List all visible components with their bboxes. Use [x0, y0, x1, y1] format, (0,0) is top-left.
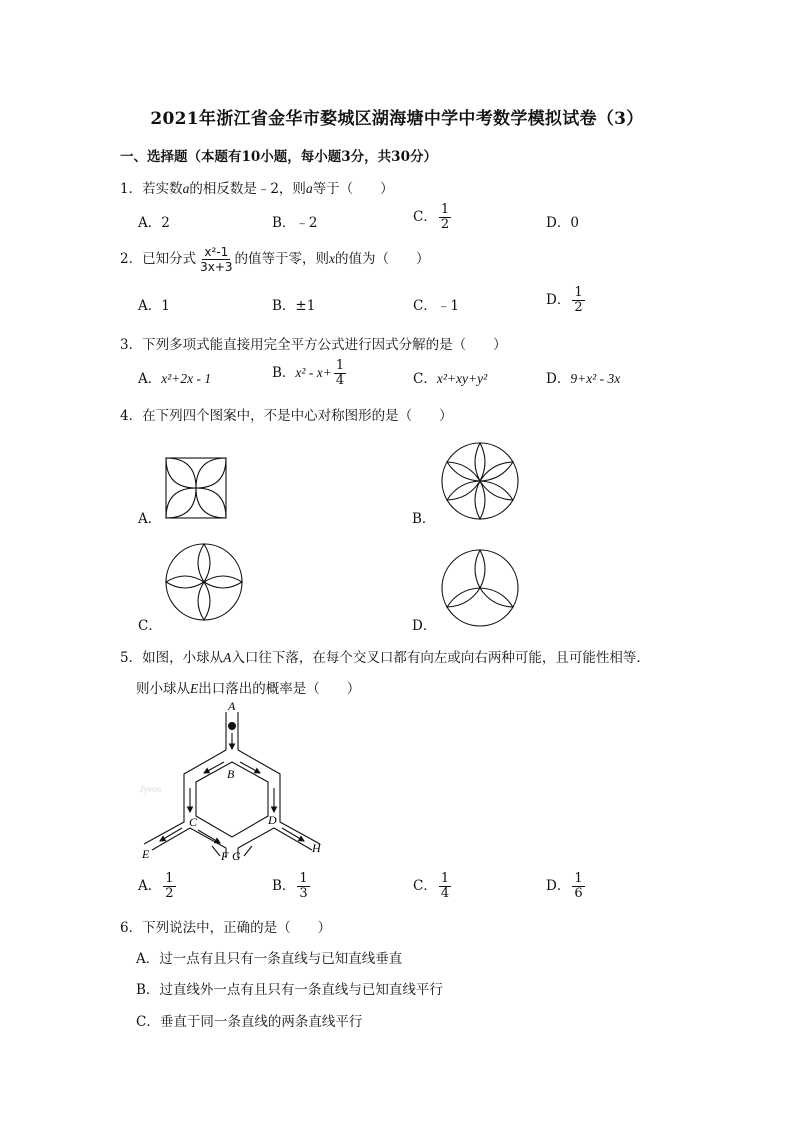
fraction-denominator: 2: [165, 886, 174, 901]
fraction-denominator: 3x+3: [200, 260, 233, 274]
q3-option-b-label: B．: [272, 365, 296, 381]
q2-text-c: 的值为（ ）: [335, 251, 430, 267]
question-2-stem: [120, 245, 430, 274]
q1-option-b[interactable]: B．﹣2: [272, 215, 318, 231]
q3-option-a-expr: x²+2x - 1: [161, 371, 212, 386]
q3-option-b[interactable]: [272, 359, 346, 388]
q1-option-a[interactable]: A．2: [138, 215, 170, 231]
ball-icon: [228, 722, 236, 730]
q1-option-c[interactable]: [413, 203, 451, 232]
q3-option-c[interactable]: [413, 367, 487, 387]
q2-option-a[interactable]: A．1: [138, 298, 170, 314]
q3-option-d-expr: 9+x² - 3x: [570, 371, 621, 386]
q3-option-b-fraction: [334, 359, 346, 388]
fraction-denominator: 4: [335, 373, 345, 388]
q1-text-a: 1．若实数: [120, 181, 183, 197]
question-5-line-2: [136, 677, 360, 697]
q3-option-c-expr: x²+xy+y²: [436, 371, 488, 386]
page-title: 2021年浙江省金华市婺城区湖海塘中学中考数学模拟试卷（3）: [150, 109, 644, 129]
q5-option-c[interactable]: [413, 872, 451, 901]
question-4-stem: 4．在下列四个图案中，不是中心对称图形的是（ ）: [120, 408, 453, 424]
q5-option-d-fraction: [572, 872, 584, 901]
question-5-line-1: [120, 646, 650, 666]
petal: [198, 544, 210, 582]
petal: [196, 458, 226, 488]
fraction-denominator: 2: [574, 300, 583, 315]
fraction-denominator: 2: [440, 217, 450, 232]
question-6-stem: 6．下列说法中，正确的是（ ）: [120, 920, 332, 936]
label-g: G: [232, 849, 241, 863]
q5-path-diagram: [136, 700, 336, 865]
fraction-numerator: 1: [440, 202, 450, 217]
q2-var: x: [329, 251, 336, 266]
q1-text-b: 的相反数是﹣2，则: [189, 181, 306, 197]
q3-option-d[interactable]: [546, 367, 620, 387]
q1-var: a: [182, 181, 190, 196]
q6-option-c[interactable]: C．垂直于同一条直线的两条直线平行: [136, 1014, 363, 1030]
q1-text-c: 等于（ ）: [312, 181, 394, 197]
fraction-numerator: 1: [165, 871, 174, 886]
direction-arrows: [160, 733, 304, 843]
q2-fraction: [198, 245, 234, 274]
label-b: B: [227, 767, 235, 781]
q5-text-a: 5．如图，小球从: [120, 650, 224, 666]
label-f: F: [221, 849, 229, 863]
q4-option-b-label[interactable]: B．: [412, 511, 436, 527]
fraction-denominator: 3: [299, 886, 308, 901]
petal: [478, 584, 516, 612]
six-petal-flower: [445, 443, 516, 519]
q1-var2: a: [305, 181, 313, 196]
petal: [204, 576, 242, 588]
q4-figure-d[interactable]: [440, 548, 520, 628]
label-a: A: [228, 700, 236, 713]
q5-option-d[interactable]: [546, 872, 585, 901]
q5-point-a: A: [223, 650, 232, 665]
q5-text-d: 出口落出的概率是（ ）: [198, 681, 361, 697]
q2-option-d-label: D．: [546, 292, 571, 308]
petal: [196, 488, 226, 518]
petal: [166, 488, 196, 518]
q5-option-a-fraction: [163, 872, 175, 901]
q2-text-b: 的值等于零，则: [234, 251, 330, 267]
label-c: C: [189, 815, 198, 829]
question-3-stem: 3．下列多项式能直接用完全平方公式进行因式分解的是（ ）: [120, 337, 507, 353]
q4-figure-c[interactable]: [164, 542, 244, 622]
label-d: D: [268, 813, 277, 827]
watermark: Jyeoo: [140, 784, 161, 794]
q5-text-b: 入口往下落，在每个交叉口都有向左或向右两种可能，且可能性相等．: [231, 650, 650, 666]
petal: [198, 582, 210, 620]
q3-option-c-label: C．: [413, 371, 437, 387]
question-1-stem: [120, 177, 394, 197]
q5-option-a-label: A．: [138, 878, 162, 894]
q5-option-b-label: B．: [272, 878, 296, 894]
q3-option-b-expr: x² - x+: [295, 365, 332, 380]
fraction-numerator: 1: [440, 871, 450, 886]
fraction-numerator: 1: [574, 285, 583, 300]
fraction-denominator: 4: [440, 886, 450, 901]
petal: [166, 576, 204, 588]
q2-option-c[interactable]: C．﹣1: [413, 298, 459, 314]
q5-text-c: 则小球从: [136, 681, 190, 697]
q2-option-b[interactable]: B．±1: [272, 298, 316, 314]
fraction-numerator: 1: [574, 871, 583, 886]
q2-option-d[interactable]: [546, 286, 585, 315]
fraction-denominator: 6: [574, 886, 583, 901]
q6-option-a[interactable]: A．过一点有且只有一条直线与已知直线垂直: [136, 951, 403, 967]
q3-option-a-label: A．: [138, 371, 162, 387]
q5-option-a[interactable]: [138, 872, 176, 901]
q1-option-d[interactable]: D．0: [546, 215, 579, 231]
q5-option-c-fraction: [439, 872, 451, 901]
q1-option-c-label: C．: [413, 209, 437, 225]
q5-option-b-fraction: [297, 872, 309, 901]
q2-text-a: 2．已知分式: [120, 251, 197, 267]
fraction-numerator: x²-1: [204, 245, 229, 259]
fraction-numerator: 1: [299, 871, 308, 886]
q4-figure-b[interactable]: [440, 441, 520, 521]
q6-option-b[interactable]: B．过直线外一点有且只有一条直线与已知直线平行: [136, 982, 443, 998]
q4-option-c-label[interactable]: C．: [138, 618, 162, 634]
petal: [445, 584, 483, 612]
petal: [166, 458, 196, 488]
q4-option-a-label[interactable]: A．: [138, 511, 162, 527]
petal: [475, 550, 485, 588]
q1-option-c-fraction: [439, 203, 451, 232]
q4-option-d-label[interactable]: D．: [412, 618, 437, 634]
fraction-numerator: 1: [335, 358, 345, 373]
label-h: H: [312, 841, 321, 855]
q5-option-d-label: D．: [546, 878, 571, 894]
q4-figure-a[interactable]: [164, 456, 228, 520]
q5-option-c-label: C．: [413, 878, 437, 894]
q5-point-e: E: [190, 681, 199, 696]
q2-option-d-fraction: [572, 286, 584, 315]
q5-option-b[interactable]: [272, 872, 310, 901]
section-heading: 一、选择题（本题有10小题，每小题3分，共30分）: [120, 149, 437, 165]
q3-option-a[interactable]: [138, 367, 211, 387]
q3-option-d-label: D．: [546, 371, 571, 387]
label-e: E: [142, 847, 150, 861]
